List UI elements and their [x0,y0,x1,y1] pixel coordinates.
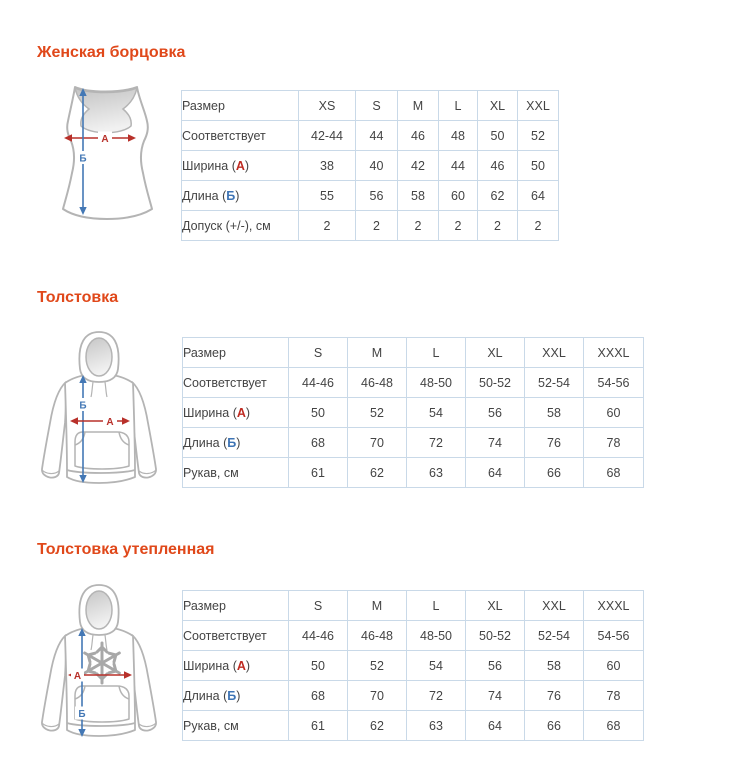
size-value-cell: 72 [407,681,466,711]
size-value-cell: 58 [525,651,584,681]
size-value-cell: 48 [439,121,478,151]
row-label-cell: Ширина (А) [182,151,299,181]
size-value-cell: 52 [348,651,407,681]
table-row [183,428,644,458]
size-value-cell: M [398,91,439,121]
size-value-cell: 52-54 [525,368,584,398]
insulated-hoodie-size-table [182,590,644,741]
size-value-cell: 48-50 [407,621,466,651]
size-value-cell: S [356,91,398,121]
tank-top-drawing [59,83,155,221]
size-value-cell: 2 [518,211,559,241]
hoodie-figure [33,329,181,492]
size-value-cell: 46-48 [348,368,407,398]
width-arrow-label: А [73,671,82,682]
size-value-cell: 50 [289,398,348,428]
table-row [182,121,559,151]
size-value-cell: 2 [356,211,398,241]
length-arrow-label: Б [79,400,87,412]
size-value-cell: 62 [478,181,518,211]
size-value-cell: XL [466,338,525,368]
size-value-cell: 44 [356,121,398,151]
length-arrow-label: Б [79,153,87,165]
size-value-cell: 48-50 [407,368,466,398]
size-value-cell: XL [478,91,518,121]
table-row [183,458,644,488]
row-label-cell: Длина (Б) [183,681,289,711]
section-title-tank: Женская борцовка [37,44,186,62]
size-value-cell: 64 [518,181,559,211]
size-value-cell: L [439,91,478,121]
size-value-cell: 2 [439,211,478,241]
size-value-cell: 46-48 [348,621,407,651]
size-value-cell: 68 [289,681,348,711]
length-arrow-label: Б [78,709,86,720]
size-value-cell: 62 [348,458,407,488]
size-value-cell: 60 [584,398,644,428]
size-value-cell: 50 [478,121,518,151]
section-title-hoodie: Толстовка [37,289,119,307]
size-value-cell: 58 [525,398,584,428]
size-value-cell: 46 [478,151,518,181]
size-value-cell: 44 [439,151,478,181]
row-label-cell: Допуск (+/-), см [182,211,299,241]
size-value-cell: 72 [407,428,466,458]
table-row [182,91,559,121]
size-value-cell: S [289,338,348,368]
table-row [183,398,644,428]
row-label-cell: Ширина (А) [183,398,289,428]
hoodie-left-sleeve [42,635,66,731]
size-value-cell: 70 [348,428,407,458]
table-row [183,681,644,711]
size-value-cell: M [348,338,407,368]
size-value-cell: 61 [289,458,348,488]
size-value-cell: 55 [299,181,356,211]
size-value-cell: 50 [289,651,348,681]
size-value-cell: 52-54 [525,621,584,651]
size-value-cell: 63 [407,458,466,488]
size-value-cell: XXL [518,91,559,121]
row-label-cell: Соответствует [182,121,299,151]
size-value-cell: XXL [525,338,584,368]
size-value-cell: 42 [398,151,439,181]
size-value-cell: 44-46 [289,368,348,398]
size-value-cell: 54 [407,398,466,428]
size-value-cell: 42-44 [299,121,356,151]
size-value-cell: 64 [466,711,525,741]
size-value-cell: 54-56 [584,368,644,398]
table-row [183,621,644,651]
size-value-cell: 52 [518,121,559,151]
size-value-cell: XL [466,591,525,621]
size-value-cell: 61 [289,711,348,741]
table-row [183,338,644,368]
table-row [182,181,559,211]
size-value-cell: 66 [525,458,584,488]
size-value-cell: 44-46 [289,621,348,651]
tank-top-figure [59,83,155,226]
size-value-cell: 52 [348,398,407,428]
row-label-cell: Соответствует [183,621,289,651]
section-title-insulated-hoodie: Толстовка утепленная [37,541,215,559]
size-value-cell: 56 [466,651,525,681]
hood-opening [86,338,112,376]
size-value-cell: 74 [466,681,525,711]
size-value-cell: 63 [407,711,466,741]
size-value-cell: 62 [348,711,407,741]
size-value-cell: 58 [398,181,439,211]
size-value-cell: XXXL [584,338,644,368]
size-value-cell: 2 [299,211,356,241]
size-value-cell: XXXL [584,591,644,621]
width-arrow-label: А [101,134,109,145]
size-value-cell: 46 [398,121,439,151]
hoodie-left-sleeve [42,382,66,478]
size-value-cell: L [407,591,466,621]
size-value-cell: 68 [584,711,644,741]
size-value-cell: 76 [525,681,584,711]
size-value-cell: 76 [525,428,584,458]
table-row [182,211,559,241]
size-value-cell: 74 [466,428,525,458]
size-value-cell: 60 [584,651,644,681]
row-label-cell: Соответствует [183,368,289,398]
row-label-cell: Размер [182,91,299,121]
size-value-cell: 54 [407,651,466,681]
size-value-cell: 38 [299,151,356,181]
row-label-cell: Длина (Б) [183,428,289,458]
size-value-cell: 50 [518,151,559,181]
hoodie-size-table [182,337,644,488]
insulated-hoodie-drawing [33,582,181,740]
size-value-cell: 78 [584,681,644,711]
insulated-hoodie-figure [33,582,181,745]
table-row [183,591,644,621]
row-label-cell: Рукав, см [183,711,289,741]
size-value-cell: 68 [584,458,644,488]
row-label-cell: Размер [183,338,289,368]
size-value-cell: 68 [289,428,348,458]
size-value-cell: M [348,591,407,621]
hood-opening [86,591,112,629]
size-value-cell: 70 [348,681,407,711]
size-value-cell: 40 [356,151,398,181]
size-value-cell: 54-56 [584,621,644,651]
size-value-cell: 64 [466,458,525,488]
size-value-cell: 50-52 [466,621,525,651]
size-value-cell: 60 [439,181,478,211]
tank-size-table [181,90,559,241]
size-value-cell: 2 [478,211,518,241]
size-value-cell: XS [299,91,356,121]
table-row [182,151,559,181]
table-row [183,711,644,741]
row-label-cell: Рукав, см [183,458,289,488]
size-value-cell: 50-52 [466,368,525,398]
hoodie-drawing [33,329,181,487]
size-value-cell: XXL [525,591,584,621]
size-value-cell: S [289,591,348,621]
table-row [183,651,644,681]
row-label-cell: Длина (Б) [182,181,299,211]
width-arrow-label: А [106,417,114,428]
table-row [183,368,644,398]
size-value-cell: 78 [584,428,644,458]
row-label-cell: Размер [183,591,289,621]
row-label-cell: Ширина (А) [183,651,289,681]
size-value-cell: 66 [525,711,584,741]
size-value-cell: 56 [356,181,398,211]
size-value-cell: 2 [398,211,439,241]
size-value-cell: 56 [466,398,525,428]
size-value-cell: L [407,338,466,368]
